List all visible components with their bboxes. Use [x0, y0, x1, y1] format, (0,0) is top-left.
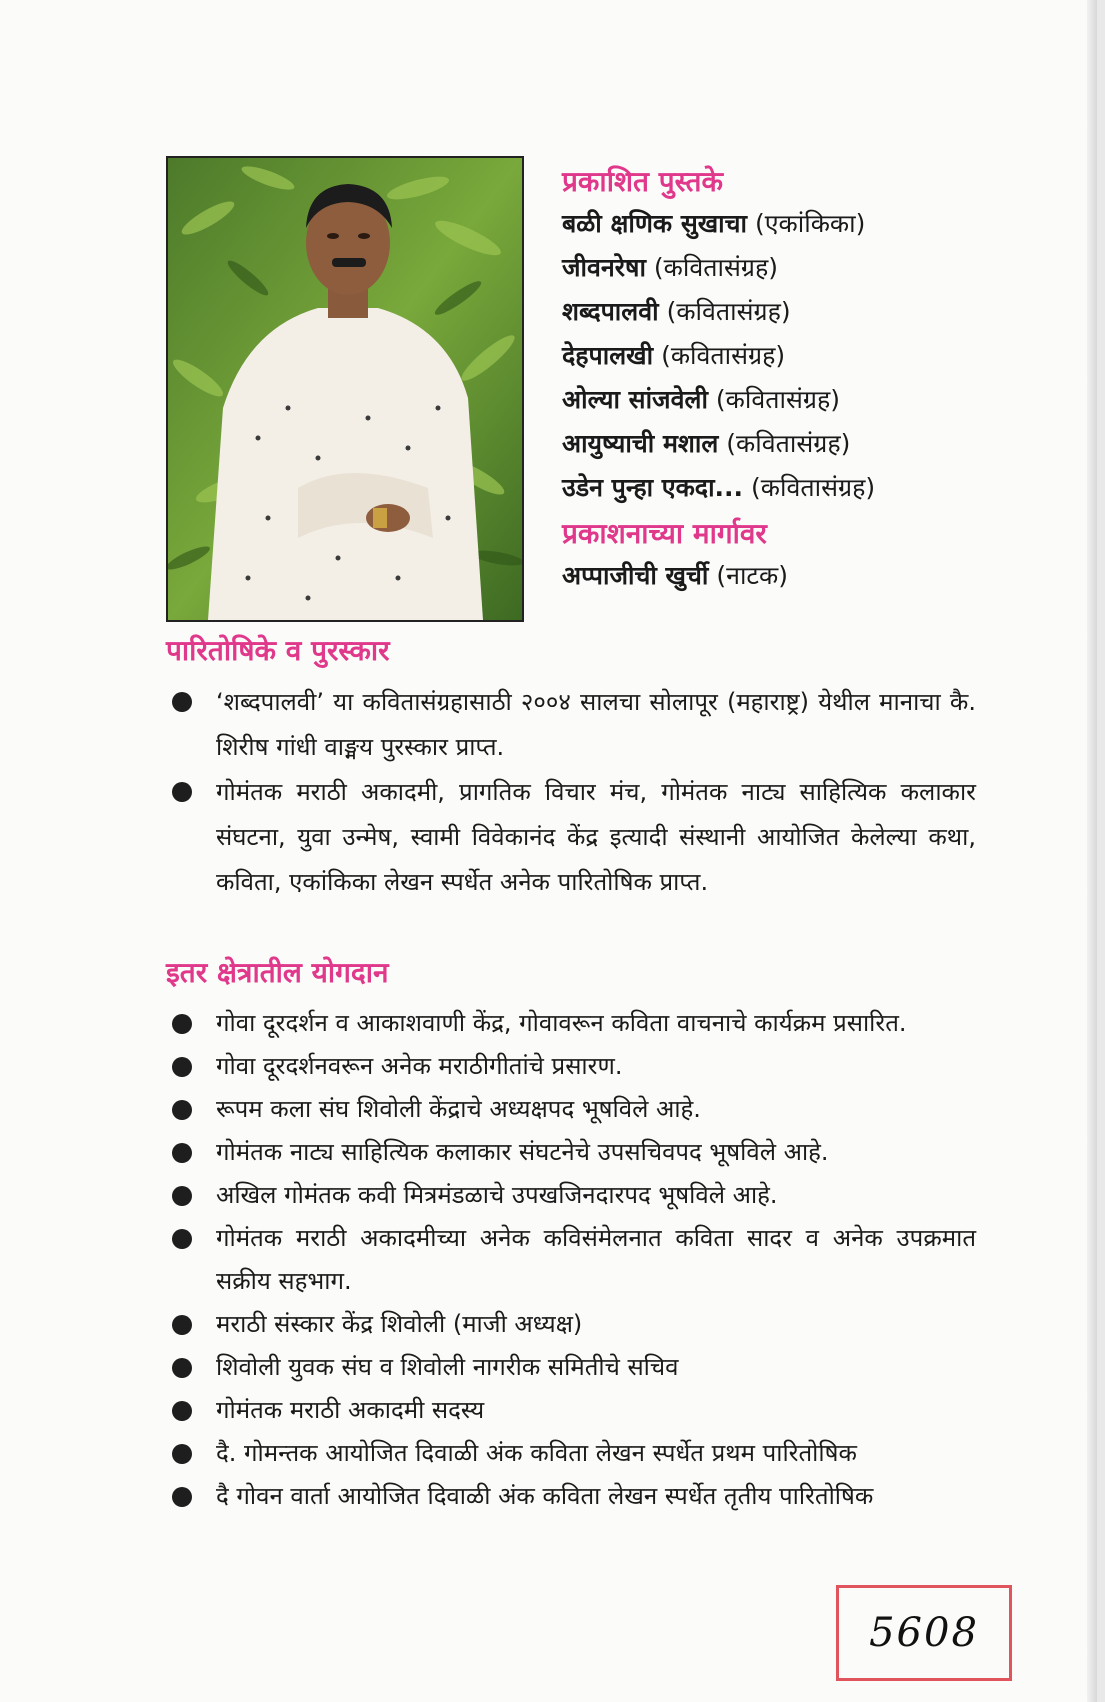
list-item: दै गोवन वार्ता आयोजित दिवाळी अंक कविता लेखन स्पर्धेत तृतीय पारितोषिक [166, 1475, 976, 1518]
list-item: गोमंतक नाट्य साहित्यिक कलाकार संघटनेचे उपसचिवपद भूषविले आहे. [166, 1131, 976, 1174]
book-genre: (कवितासंग्रह) [653, 253, 778, 282]
awards-heading: पारितोषिके व पुरस्कार [166, 634, 390, 667]
book-entry [562, 334, 1082, 378]
book-genre: (कवितासंग्रह) [666, 297, 791, 326]
list-item: गोवा दूरदर्शन व आकाशवाणी केंद्र, गोवावरून कविता वाचनाचे कार्यक्रम प्रसारित. [166, 1002, 976, 1045]
book-genre: (नाटक) [716, 561, 788, 590]
book-genre: (कवितासंग्रह) [751, 473, 876, 502]
list-item: मराठी संस्कार केंद्र शिवोली (माजी अध्यक्ष) [166, 1303, 976, 1346]
list-item: अखिल गोमंतक कवी मित्रमंडळाचे उपखजिनदारपद भूषविले आहे. [166, 1174, 976, 1217]
book-title: बळी क्षणिक सुखाचा [562, 209, 748, 238]
other-contributions-list [166, 1002, 976, 1518]
awards-list [166, 680, 976, 905]
page-edge [1087, 0, 1097, 1702]
published-books-section [562, 162, 1082, 598]
list-item: ‘शब्दपालवी’ या कवितासंग्रहासाठी २००४ सालचा सोलापूर (महाराष्ट्र) येथील मानाचा कै. शिरीष गांधी वाङ्मय पुरस्कार प्राप्त. [166, 680, 976, 770]
book-genre: (कवितासंग्रह) [726, 429, 851, 458]
book-entry [562, 378, 1082, 422]
book-entry [562, 290, 1082, 334]
library-stamp [836, 1585, 1012, 1681]
published-books-heading: प्रकाशित पुस्तके [562, 165, 723, 198]
list-item: गोमंतक मराठी अकादमीच्या अनेक कविसंमेलनात कविता सादर व अनेक उपक्रमात सक्रीय सहभाग. [166, 1217, 976, 1303]
other-contributions-heading: इतर क्षेत्रातील योगदान [166, 956, 389, 989]
list-item: शिवोली युवक संघ व शिवोली नागरीक समितीचे सचिव [166, 1346, 976, 1389]
book-title: देहपालखी [562, 341, 654, 370]
book-genre: (कवितासंग्रह) [715, 385, 840, 414]
upcoming-book-entry [562, 554, 1082, 598]
book-title: अप्पाजीची खुर्ची [562, 561, 709, 590]
book-title: आयुष्याची मशाल [562, 429, 719, 458]
book-title: उडेन पुन्हा एकदा... [562, 473, 744, 502]
other-contributions-section [166, 952, 976, 1518]
book-title: शब्दपालवी [562, 297, 659, 326]
book-entry [562, 202, 1082, 246]
list-item: रूपम कला संघ शिवोली केंद्राचे अध्यक्षपद भूषविले आहे. [166, 1088, 976, 1131]
book-entry [562, 422, 1082, 466]
list-item: गोमंतक मराठी अकादमी सदस्य [166, 1389, 976, 1432]
book-genre: (कवितासंग्रह) [661, 341, 786, 370]
stamp-number: 5608 [869, 1610, 979, 1656]
awards-section [166, 630, 976, 905]
book-entry [562, 466, 1082, 510]
author-photo-illustration [168, 158, 522, 620]
author-photo [166, 156, 524, 622]
list-item: गोमंतक मराठी अकादमी, प्रागतिक विचार मंच, गोमंतक नाट्य साहित्यिक कलाकार संघटना, युवा उन्मेष, स्वामी विवेकानंद केंद्र इत्यादी संस्थानी आयोजित केलेल्या कथा, कविता, एकांकिका लेखन स्पर्धेत अनेक पारितोषिक प्राप्त. [166, 770, 976, 905]
book-title: ओल्या सांजवेली [562, 385, 708, 414]
book-genre: (एकांकिका) [754, 209, 866, 238]
list-item: दै. गोमन्तक आयोजित दिवाळी अंक कविता लेखन स्पर्धेत प्रथम पारितोषिक [166, 1432, 976, 1475]
upcoming-heading: प्रकाशनाच्या मार्गावर [562, 517, 767, 550]
book-entry [562, 246, 1082, 290]
list-item: गोवा दूरदर्शनवरून अनेक मराठीगीतांचे प्रसारण. [166, 1045, 976, 1088]
book-title: जीवनरेषा [562, 253, 646, 282]
